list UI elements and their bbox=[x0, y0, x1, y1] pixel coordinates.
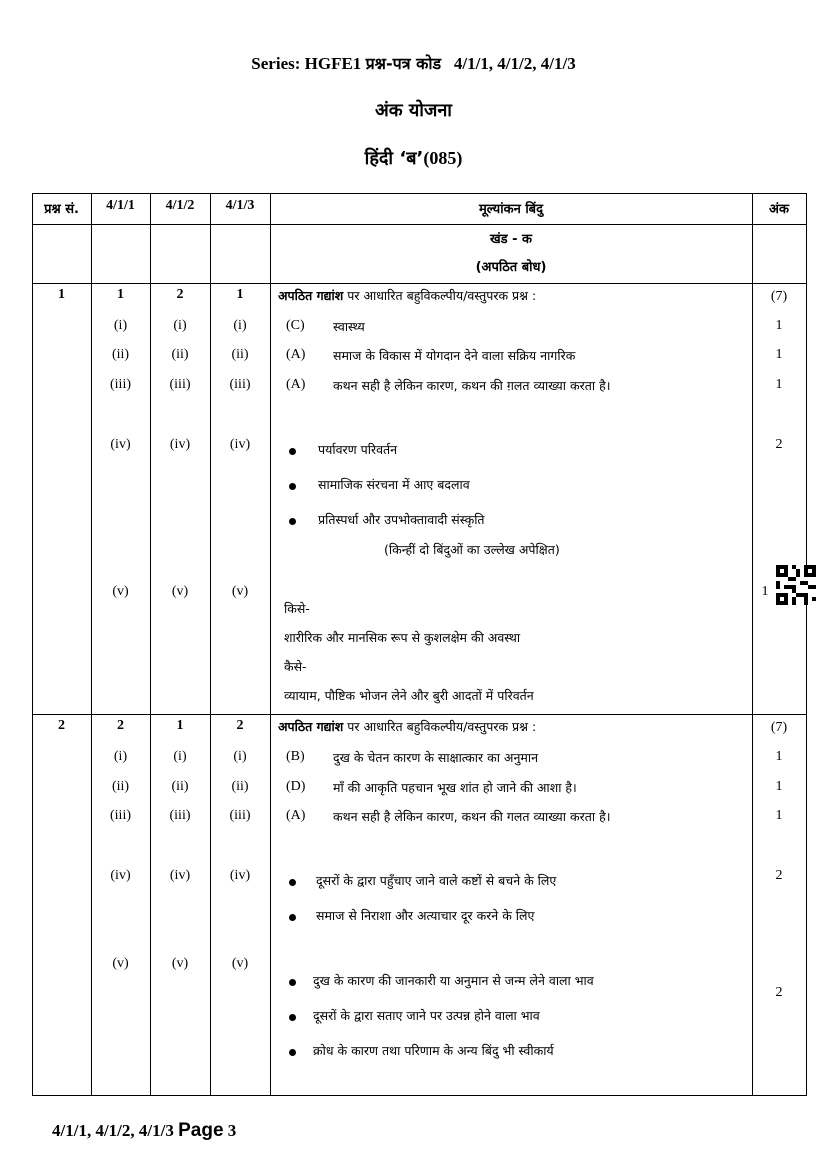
sub-question-number: (iii) bbox=[169, 377, 191, 392]
table-border bbox=[32, 193, 33, 1096]
subject-title bbox=[0, 146, 827, 170]
set-2-number: 2 bbox=[176, 287, 184, 302]
bullet-icon bbox=[289, 448, 296, 455]
sub-question-number: (v) bbox=[112, 584, 129, 599]
answer-note: (किन्हीं दो बिंदुओं का उल्लेख अपेक्षित) bbox=[384, 542, 560, 557]
answer-point: समाज से निराशा और अत्याचार दूर करने के लिए bbox=[316, 908, 535, 923]
sub-question-number: (v) bbox=[171, 956, 189, 971]
sub-question-marks: 1 bbox=[775, 749, 783, 764]
sub-question-number: (iii) bbox=[229, 377, 251, 392]
question-number: 2 bbox=[58, 718, 65, 733]
sub-question-marks: 2 bbox=[775, 985, 783, 1000]
answer-line: किसे- bbox=[284, 601, 310, 616]
page-footer bbox=[52, 1120, 236, 1142]
answer-point: सामाजिक संरचना में आए बदलाव bbox=[318, 477, 470, 492]
answer-text: माँ की आकृति पहचान भूख शांत हो जाने की आशा है। bbox=[333, 780, 577, 795]
sub-question-number: (v) bbox=[112, 956, 129, 971]
answer-option: (B) bbox=[286, 749, 305, 764]
sub-question-marks: 2 bbox=[775, 437, 783, 452]
paper-codes: 4/1/1, 4/1/2, 4/1/3 bbox=[453, 54, 576, 73]
answer-point: दूसरों के द्वारा सताए जाने पर उत्पन्न होने वाला भाव bbox=[313, 1008, 540, 1023]
sub-question-marks: 1 bbox=[775, 808, 783, 823]
answer-option: (A) bbox=[286, 347, 306, 362]
question-heading bbox=[278, 287, 536, 304]
answer-line: कैसे- bbox=[284, 659, 307, 674]
paper-code-label: प्रश्न-पत्र कोड bbox=[365, 54, 442, 73]
sub-question-number: (i) bbox=[173, 749, 187, 764]
series-heading bbox=[0, 52, 827, 74]
set-1-number: 2 bbox=[117, 718, 124, 733]
answer-point: पर्यावरण परिवर्तन bbox=[318, 442, 398, 457]
footer-codes: 4/1/1, 4/1/2, 4/1/3 bbox=[52, 1121, 174, 1140]
subject-name: हिंदी ‘ब’ bbox=[364, 148, 424, 169]
sub-question-number: (i) bbox=[233, 749, 247, 764]
bullet-icon bbox=[289, 483, 296, 490]
answer-text: दुख के चेतन कारण के साक्षात्कार का अनुमान bbox=[333, 750, 539, 765]
sub-question-number: (iii) bbox=[110, 377, 131, 392]
page-number: 3 bbox=[227, 1121, 237, 1140]
header-marks: अंक bbox=[769, 202, 789, 217]
heading-text: पर आधारित बहुविकल्पीय/वस्तुपरक प्रश्न : bbox=[343, 719, 537, 734]
answer-option: (A) bbox=[286, 808, 306, 823]
answer-point: दुख के कारण की जानकारी या अनुमान से जन्म लेने वाला भाव bbox=[313, 973, 594, 988]
answer-text: स्वास्थ्य bbox=[333, 319, 365, 334]
sub-question-number: (v) bbox=[231, 584, 249, 599]
sub-question-number: (iv) bbox=[229, 868, 251, 883]
series-prefix: Series: HGFE1 bbox=[251, 54, 362, 73]
sub-question-number: (iii) bbox=[110, 808, 131, 823]
answer-option: (A) bbox=[286, 377, 306, 392]
bullet-icon bbox=[289, 1049, 296, 1056]
sub-question-number: (i) bbox=[113, 749, 128, 764]
heading-bold: अपठित गद्यांश bbox=[278, 719, 344, 734]
sub-question-number: (i) bbox=[233, 318, 247, 333]
page-label: Page bbox=[178, 1120, 224, 1141]
answer-text: कथन सही है लेकिन कारण, कथन की गलत व्याख्या करता है। bbox=[333, 809, 611, 824]
bullet-icon bbox=[289, 979, 296, 986]
answer-line: व्यायाम, पौष्टिक भोजन लेने और बुरी आदतों में परिवर्तन bbox=[284, 688, 534, 703]
set-2-number: 1 bbox=[176, 718, 184, 733]
sub-question-number: (v) bbox=[231, 956, 249, 971]
sub-question-number: (iv) bbox=[110, 437, 131, 452]
question-total-marks: (7) bbox=[770, 289, 788, 304]
row-divider bbox=[32, 193, 807, 194]
section-subtitle: (अपठित बोध) bbox=[475, 260, 547, 275]
section-title: खंड - क bbox=[489, 232, 533, 247]
sub-question-marks: 1 bbox=[775, 779, 783, 794]
sub-question-number: (v) bbox=[171, 584, 189, 599]
header-evaluation-points: मूल्यांकन बिंदु bbox=[478, 202, 544, 217]
row-divider bbox=[32, 1095, 807, 1096]
header-set-2: 4/1/2 bbox=[165, 198, 195, 213]
column-divider bbox=[270, 193, 271, 1096]
sub-question-number: (iii) bbox=[229, 808, 251, 823]
table-border bbox=[806, 193, 807, 1096]
sub-question-marks: 2 bbox=[775, 868, 783, 883]
answer-text: समाज के विकास में योगदान देने वाला सक्रिय नागरिक bbox=[333, 348, 576, 363]
sub-question-marks: 1 bbox=[761, 584, 769, 599]
header-set-1: 4/1/1 bbox=[106, 198, 135, 213]
sub-question-number: (ii) bbox=[231, 779, 249, 794]
sub-question-marks: 1 bbox=[775, 377, 783, 392]
answer-point: प्रतिस्पर्धा और उपभोक्तावादी संस्कृति bbox=[318, 512, 485, 527]
sub-question-marks: 1 bbox=[775, 347, 783, 362]
marking-scheme-title: अंक योजना bbox=[375, 100, 452, 121]
sub-question-number: (iii) bbox=[169, 808, 191, 823]
set-1-number: 1 bbox=[117, 287, 124, 302]
set-3-number: 1 bbox=[236, 287, 244, 302]
bullet-icon bbox=[289, 518, 296, 525]
question-heading bbox=[278, 718, 536, 735]
answer-text: कथन सही है लेकिन कारण, कथन की ग़लत व्याख्या करता है। bbox=[333, 378, 611, 393]
heading-text: पर आधारित बहुविकल्पीय/वस्तुपरक प्रश्न : bbox=[343, 288, 537, 303]
question-number: 1 bbox=[58, 287, 65, 302]
sub-question-number: (iv) bbox=[229, 437, 251, 452]
sub-question-number: (ii) bbox=[231, 347, 249, 362]
question-total-marks: (7) bbox=[770, 720, 788, 735]
bullet-icon bbox=[289, 1014, 296, 1021]
sub-question-number: (ii) bbox=[171, 779, 189, 794]
answer-point: क्रोध के कारण तथा परिणाम के अन्य बिंदु भी स्वीकार्य bbox=[313, 1043, 554, 1058]
bullet-icon bbox=[289, 879, 296, 886]
sub-question-number: (ii) bbox=[171, 347, 189, 362]
answer-line: शारीरिक और मानसिक रूप से कुशलक्षेम की अवस्था bbox=[284, 630, 521, 645]
row-divider bbox=[32, 224, 807, 225]
header-question-no: प्रश्न सं. bbox=[44, 202, 79, 217]
answer-option: (C) bbox=[286, 318, 305, 333]
sub-question-number: (i) bbox=[113, 318, 128, 333]
sub-question-number: (ii) bbox=[111, 779, 130, 794]
sub-question-number: (iv) bbox=[110, 868, 131, 883]
sub-question-number: (iv) bbox=[169, 868, 191, 883]
answer-point: दूसरों के द्वारा पहुँचाए जाने वाले कष्टों से बचने के लिए bbox=[316, 873, 557, 888]
row-divider bbox=[32, 714, 807, 715]
sub-question-number: (iv) bbox=[169, 437, 191, 452]
answer-option: (D) bbox=[286, 779, 306, 794]
subject-code: (085) bbox=[423, 148, 463, 168]
sub-question-number: (i) bbox=[173, 318, 187, 333]
row-divider bbox=[32, 283, 807, 284]
set-3-number: 2 bbox=[236, 718, 244, 733]
bullet-icon bbox=[289, 914, 296, 921]
header-set-3: 4/1/3 bbox=[225, 198, 255, 213]
qr-code-icon bbox=[776, 565, 816, 605]
sub-question-marks: 1 bbox=[775, 318, 783, 333]
sub-question-number: (ii) bbox=[111, 347, 130, 362]
heading-bold: अपठित गद्यांश bbox=[278, 288, 344, 303]
